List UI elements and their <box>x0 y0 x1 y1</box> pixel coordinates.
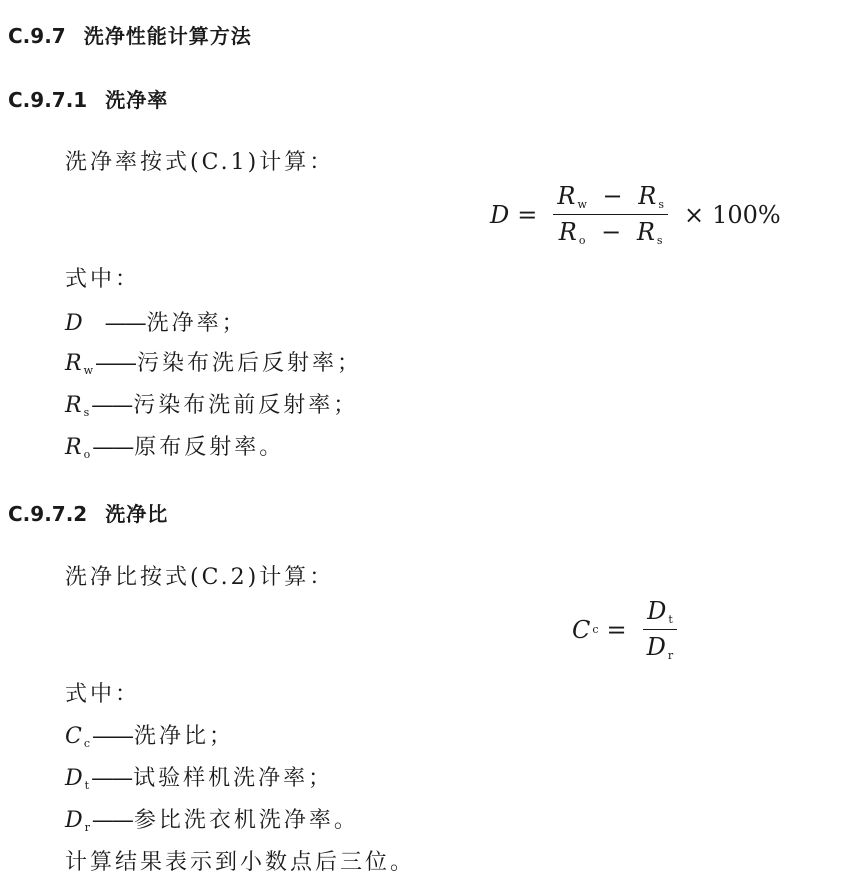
formula-c2-lhs: C <box>572 615 591 644</box>
formula-c2-fraction <box>643 597 678 662</box>
formula-c1-numerator <box>553 182 668 215</box>
def-symbol: R <box>65 435 82 460</box>
definition-item <box>65 346 362 377</box>
subsection-heading-1 <box>8 84 168 113</box>
numerator-minus: − <box>602 182 623 210</box>
def-text: 洗净比； <box>134 724 235 749</box>
formula-c2-lhs-sub: c <box>592 623 599 636</box>
denominator-minus: − <box>601 218 622 246</box>
def-dash: —— <box>92 435 133 460</box>
formula-c2-equals: = <box>606 615 627 644</box>
def-symbol: C <box>65 724 82 749</box>
def-dash: —— <box>91 393 132 418</box>
def-subscript: s <box>83 406 90 419</box>
where-label-2: 式中： <box>65 682 141 707</box>
numerator-sub-a: w <box>577 198 587 211</box>
formula-c1-lhs: D <box>490 200 510 229</box>
intro-paragraph-1: 洗净率按式(C.1)计算： <box>65 150 335 175</box>
def-subscript: w <box>83 364 93 377</box>
note-paragraph: 计算结果表示到小数点后三位。 <box>65 850 416 875</box>
def-symbol: D <box>65 311 83 336</box>
definition-item <box>65 761 333 792</box>
def-text: 洗净率； <box>146 311 247 336</box>
subsection-number-2: C.9.7.2 <box>8 502 88 526</box>
def-dash: —— <box>91 766 132 791</box>
numerator-term-a: R <box>557 182 576 210</box>
definition-item <box>65 306 247 337</box>
def-subscript: t <box>84 779 90 792</box>
c2-denominator-sub: r <box>667 649 674 662</box>
def-dash: —— <box>95 351 135 376</box>
denominator-sub-b: s <box>656 234 663 247</box>
subsection-heading-2 <box>8 498 168 527</box>
def-symbol: R <box>65 351 82 376</box>
formula-c1-fraction <box>553 182 668 247</box>
section-title: 洗净性能计算方法 <box>83 24 252 48</box>
def-symbol: D <box>65 808 83 833</box>
def-symbol: R <box>65 393 82 418</box>
formula-c1-times: × <box>683 200 705 229</box>
numerator-sub-b: s <box>658 198 664 211</box>
def-text: 污染布洗后反射率； <box>137 351 363 376</box>
section-number: C.9.7 <box>8 24 66 48</box>
subsection-title-2: 洗净比 <box>105 502 169 526</box>
formula-c1-equals: = <box>517 200 538 229</box>
formula-c2-denominator <box>643 630 678 662</box>
definition-item <box>65 803 359 834</box>
subsection-title-1: 洗净率 <box>105 88 169 112</box>
def-text: 参比洗衣机洗净率。 <box>133 808 359 833</box>
formula-c2 <box>572 597 685 662</box>
formula-c1 <box>490 182 781 247</box>
section-heading <box>8 20 252 49</box>
formula-c2-numerator <box>643 597 677 630</box>
formula-c1-denominator <box>555 215 667 247</box>
c2-numerator-sub: t <box>668 613 673 626</box>
denominator-term-b: R <box>636 218 655 246</box>
def-dash: —— <box>91 808 132 833</box>
def-subscript: c <box>83 737 91 750</box>
def-dash: —— <box>104 311 145 336</box>
def-symbol: D <box>65 766 83 791</box>
denominator-sub-a: o <box>578 234 586 247</box>
c2-denominator-term: D <box>646 633 666 661</box>
definition-item <box>65 430 284 461</box>
subsection-number-1: C.9.7.1 <box>8 88 88 112</box>
numerator-term-b: R <box>638 182 657 210</box>
c2-numerator-term: D <box>647 597 667 625</box>
definition-item <box>65 719 234 750</box>
definition-item <box>65 388 358 419</box>
formula-c1-factor: 100% <box>712 200 781 229</box>
intro-paragraph-2: 洗净比按式(C.2)计算： <box>65 565 335 590</box>
def-subscript: r <box>84 821 90 834</box>
def-dash: —— <box>92 724 133 749</box>
def-subscript: o <box>83 448 91 461</box>
def-text: 试验样机洗净率； <box>133 766 334 791</box>
def-text: 原布反射率。 <box>134 435 285 460</box>
def-text: 污染布洗前反射率； <box>133 393 359 418</box>
where-label-1: 式中： <box>65 267 141 292</box>
denominator-term-a: R <box>558 218 577 246</box>
